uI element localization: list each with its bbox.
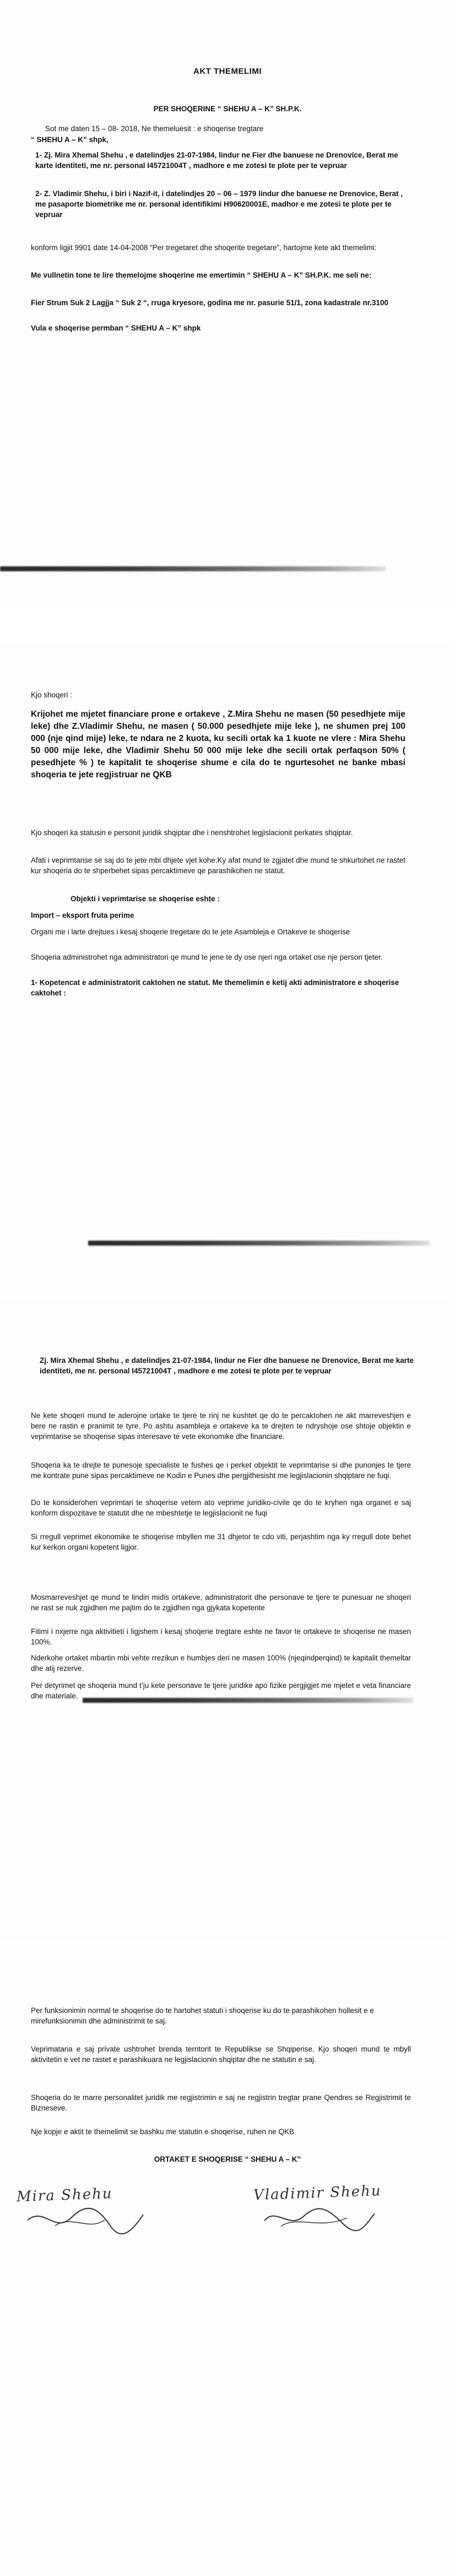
founding-will: Me vullnetin tone te lire themelojme shoqerine me emertimin “ SHEHU A – K” SH.P.K. me seli ne:	[31, 271, 372, 279]
document-page-1	[0, 0, 455, 606]
governing-organ: Organi me i larte drejtues i kesaj shoqerie tregetare do te jete Asambleja e Ortakeve te shoqerise	[31, 928, 350, 936]
law-reference: konform ligjit 9901 date 14-04-2008 “Per tregetaret dhe shoqerite tregetare”, hartojme kete akt themelimi:	[31, 243, 377, 252]
paragraph-territory: Veprimataria e saj private ushtrohet brenda territorit te Republikse se Shqiperise. Kjo shoqeri mund te mbyll aktivitetin e vet ne rastet e parashikuara ne legjislacionin shqiptar dhe ne statutin e saj.	[31, 2045, 411, 2064]
paragraph-disputes: Mosmarreveshjet qe mund te lindin midis ortakeve, administratorit dhe personave te tjere te punesuar ne shoqeri ne rast se nuk zgjidhen me pajtim do te zgjidhen nga gjykata kopetente	[31, 1593, 411, 1612]
scan-edge-shadow	[88, 1241, 430, 1246]
document-subtitle: PER SHOQERINE “ SHEHU A – K” SH.P.K.	[153, 105, 302, 113]
objective-text: Import – eksport fruta perime	[31, 911, 134, 919]
scan-edge-shadow	[0, 566, 386, 571]
capital-paragraph: Krijohet me mjetet financiare prone e ortakeve , Z.Mira Shehu ne masen (50 pesedhjete mije leke) dhe Z.Vladimir Shehu, ne masen ( 50.000 pesedhjete mije leke ), ne shumen prej 100 000 (nje qind mije) leke, te ndara ne 2 kuota, ku secili ortak ka 1 kuote ne vlere : Mira Shehu 50 000 mije leke, dhe Vladimir Shehu 50 000 mije leke dhe secili ortak perfaqson 50% ( pesedhjete % ) te kapitalit te shoqerise shume e cila do te ngurtesohet ne banke mbasi shoqeria te jete regjistruar ne QKB	[31, 710, 405, 780]
paragraph-fiscal-year: Si rregull veprimet ekonomike te shoqerise mbyllen me 31 dhjetor te cdo viti, perjashtim nga ky rregull dote behet kur kerkon organi kopetent ligjor.	[31, 1533, 411, 1551]
founder-1: 1- Zj. Mira Xhemal Shehu , e datelindjes 21-07-1984, lindur ne Fier dhe banuese ne Drenovice, Berat me karte identiteti, me nr. personal I45721004T , madhore e me zotesi te plote per te vepruar	[35, 151, 398, 170]
intro-company: “ SHEHU A – K” shpk,	[31, 136, 109, 144]
page-gap	[0, 606, 455, 646]
paragraph-copy-qkb: Nje kopje e aktit te themelimit se bashku me statutin e shoqerise, ruhen ne QKB	[31, 2128, 294, 2136]
founder-2: 2- Z. Vladimir Shehu, i biri i Nazif-it, i datelindjes 20 – 06 – 1979 lindur dhe banuese ne Drenovice, Berat , me pasaporte biometrike me nr. personal identifikimi H90620001E, madhor e me zotesi te plote per te vepruar	[35, 190, 403, 219]
duration-term: Afati i veprimtarise se saj do te jete mbi dhjete vjet kohe.Ky afat mund te zgjatet dhe mund te shkurtohet ne rastet kur shoqeria do te shperbehet sipas percaktimeve qe parashikohen ne statut.	[31, 856, 405, 875]
paragraph-liabilities: Per detyrimet qe shoqeria mund t’ju kete personave te tjere juridike apo fizike pergjigjet me mjetet e veta financiare dhe materiale.	[31, 1681, 411, 1700]
document-title: AKT THEMELIMI	[193, 67, 262, 76]
administration: Shoqeria administrohet nga administratori qe mund te jene te dy ose njeri nga ortaket ose nje person tjeter.	[31, 953, 383, 961]
signature-vladimir-shehu: Vladimir Shehu	[253, 2182, 382, 2204]
seat-address: Fier Strum Suk 2 Lagjja “ Suk 2 “, rruga kryesore, godina me nr. pasurie 51/1, zona kadastrale nr.3100	[31, 299, 389, 307]
paragraph-legal-acts: Do te konsiderohen veprimtari te shoqerise vetem ato veprime juridiko-civile qe do te kryhen nga organet e saj konform dispozitave te statutit dhe ne mbeshtetje te legjislacionit ne fuqi	[31, 1498, 411, 1517]
paragraph-registration: Shoqeria do te marre personalitet juridik me regjistrimin e saj ne regjistrin tregtar prane Qendres se Regjistrimit te Bizneseve.	[31, 2093, 411, 2112]
paragraph-statute: Per funksionimin normal te shoqerise do te hartohet statuti i shoqerise ku do te parashikohen hollesit e e mirefunksionimin dhe administrimit te saj.	[31, 2006, 374, 2025]
intro-text: Sot me daten 15 – 08- 2018, Ne themeluesit : e shoqerise tregtare	[45, 125, 264, 133]
section-kjo-shoqeri: Kjo shoqeri :	[31, 691, 73, 699]
document-page-4	[0, 1945, 455, 2576]
paragraph-profit: Fitimi i nxjerre nga aktivitieti i ligjshem i kesaj shoqerie tregtare eshte ne favor te ortakeve te shoqerise ne masen 100%.	[31, 1627, 411, 1646]
paragraph-risk: Nderkohe ortaket mbartin mbi vehte rrezikun e humbjes deri ne masen 100% (njeqindperqind) te kapitalit themeltar dhe atij rezerve.	[31, 1654, 411, 1673]
signature-mira-shehu: Mira Shehu	[16, 2185, 113, 2206]
document-page-3	[0, 1300, 455, 1939]
signature-scribble-2	[259, 2201, 380, 2234]
company-seal: Vula e shoqerise permban “ SHEHU A – K” shpk	[31, 324, 201, 332]
signature-scribble-1	[22, 2204, 149, 2237]
paragraph-employment: Shoqeria ka te drejte te punesoje specialiste te fushes qe i perket objektit te veprimtarise si dhe punonjes te tjere me kontrate pune sipas percaktimeve ne Kodin e Punes dhe pergjithesisht me legjislacionin shqiptare ne fuqi.	[31, 1461, 411, 1480]
administrator-person: Zj. Mira Xhemal Shehu , e datelindjes 21-07-1984, lindur ne Fier dhe banuese ne Drenovice, Berat me karte identiteti, me nr. personal I45721004T , madhore e me zotesi te plote per te vepruar	[40, 1356, 414, 1375]
objective-heading: Objekti i veprimtarise se shoqerise eshte :	[71, 895, 220, 903]
legal-status: Kjo shoqeri ka statusin e personit juridik shqiptar dhe i nenshtrohet legjislacionit perkates shqiptar.	[31, 829, 353, 837]
administrator-competences: 1- Kopetencat e administratorit caktohen ne statut. Me themelimin e ketij akti administratore e shoqerise caktohet :	[31, 978, 399, 997]
paragraph-new-partners: Ne kete shoqeri mund te aderojne ortake te tjere te rinj ne kushtet qe do te percaktohen ne akt marreveshjen e bere ne rastin e pranimit te tyre. Po ashtu asambleja e ortakeve ka te drejten te ndryshoje ose shtoje objektin e veprimtarise se shoqerise sipas interesave te vete ekonomike dhe financiare.	[31, 1411, 411, 1441]
document-page-2	[0, 646, 455, 1290]
scan-edge-shadow	[83, 1698, 413, 1703]
partners-heading: ORTAKET E SHOQERISE “ SHEHU A – K”	[154, 2155, 301, 2163]
